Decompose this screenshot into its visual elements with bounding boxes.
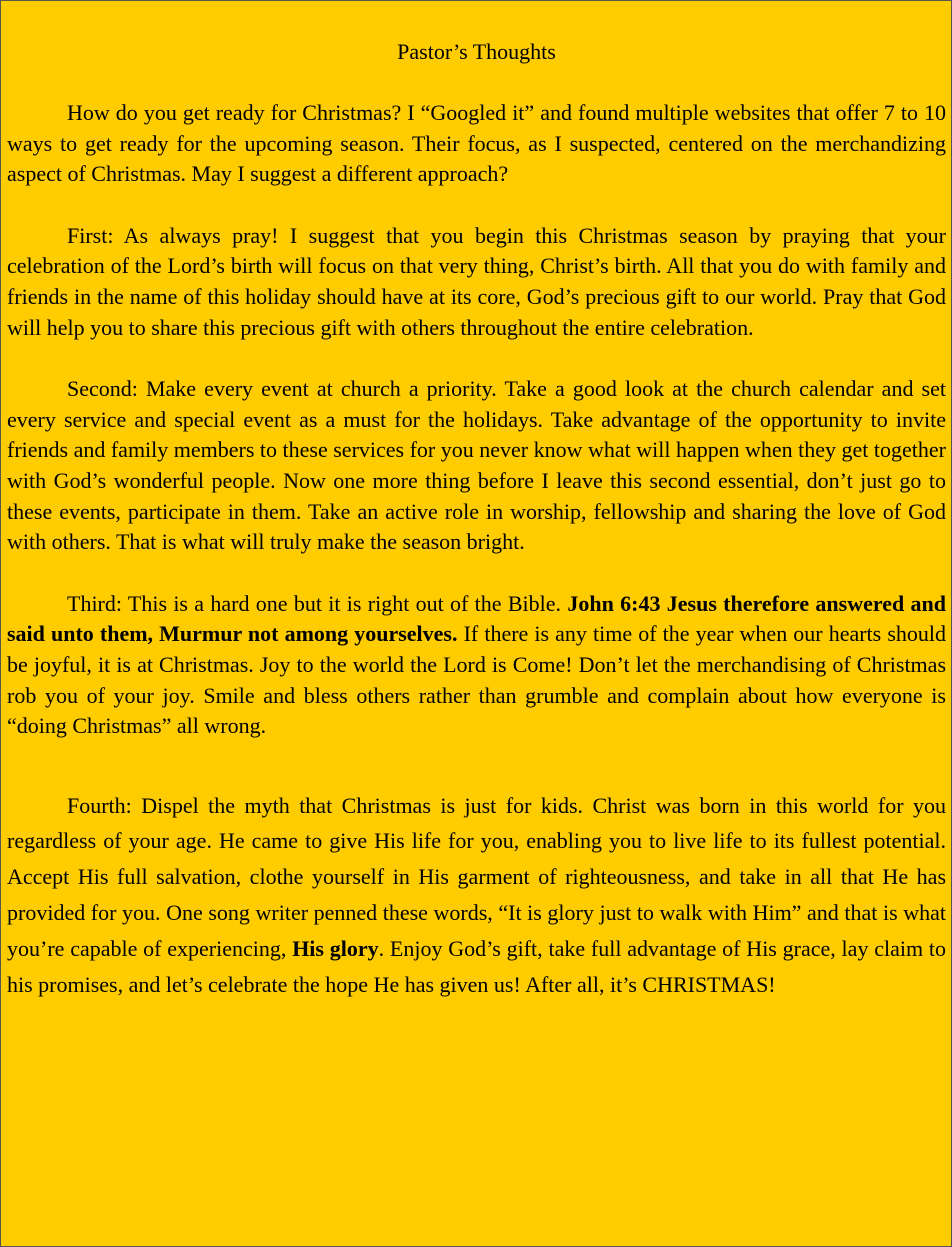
- paragraph-intro: How do you get ready for Christmas? I “Googled it” and found multiple websites that offer 7 to 10 ways to get ready for the upcoming season. Their focus, as I suspected, centered on the merchandizing aspect of Christmas. May I suggest a different approach?: [7, 100, 946, 187]
- page-title: Pastor’s Thoughts: [397, 39, 556, 64]
- paragraph-third-body: If there is any time of the year when our hearts should be joyful, it is at Christmas. Joy to the world the Lord is Come! Don’t let the merchandising of Christmas rob you of your joy. Smile and bless others rather than grumble and complain about how everyone is “doing Christmas” all wrong.: [7, 621, 946, 739]
- paragraph-fourth-body: . Enjoy God’s gift, take full advantage of His grace, lay claim to his promises, and let’s celebrate the hope He has given us! After all, it’s CHRISTMAS!: [7, 935, 946, 997]
- paragraph-fourth: [7, 788, 946, 1003]
- article-body: [7, 36, 946, 1002]
- paragraph-fourth-intro: world for you regardless of your age. He came to give His life for you, enabling you to live life to its fullest potential. Accept His full salvation, clothe yourself in His garment of righteousness, and take in all that He has provided for you. One song writer penned these words, “It is glory just to walk with Him” and that is what you’re capable of experiencing,: [7, 792, 946, 961]
- paragraph-third: [7, 589, 946, 742]
- bible-verse-john-6-43: John 6:43 Jesus therefore answered and said unto them, Murmur not among yourselves.: [7, 590, 947, 647]
- paragraph-second: Second: Make every event at church a priority. Take a good look at the church calendar and set every service and special event as a must for the holidays. Take advantage of the opportunity to invite friends and family members to these services for you never know what will happen when they get together with God’s wonderful people. Now one more thing before I leave this second essential, don’t just go to these events, participate in them. Take an active role in worship, fellowship and sharing the love of God with others. That is what will truly make the season bright.: [7, 376, 946, 555]
- paragraph-third-intro: Third: This is a hard one but it is right out of the Bible.: [67, 590, 568, 616]
- paragraph-first: First: As always pray! I suggest that you begin this Christmas season by praying that your celebration of the Lord’s birth will focus on that very thing, Christ’s birth. All that you do with family and friends in the name of this holiday should have at its core, God’s precious gift to our world. Pray that God will help you to share this precious gift with others throughout the entire celebration.: [7, 222, 946, 340]
- paragraph-fourth-lead: Fourth: Dispel the myth that Christmas is just for kids. Christ was born in this: [67, 792, 808, 818]
- his-glory-emphasis: His glory: [292, 935, 379, 961]
